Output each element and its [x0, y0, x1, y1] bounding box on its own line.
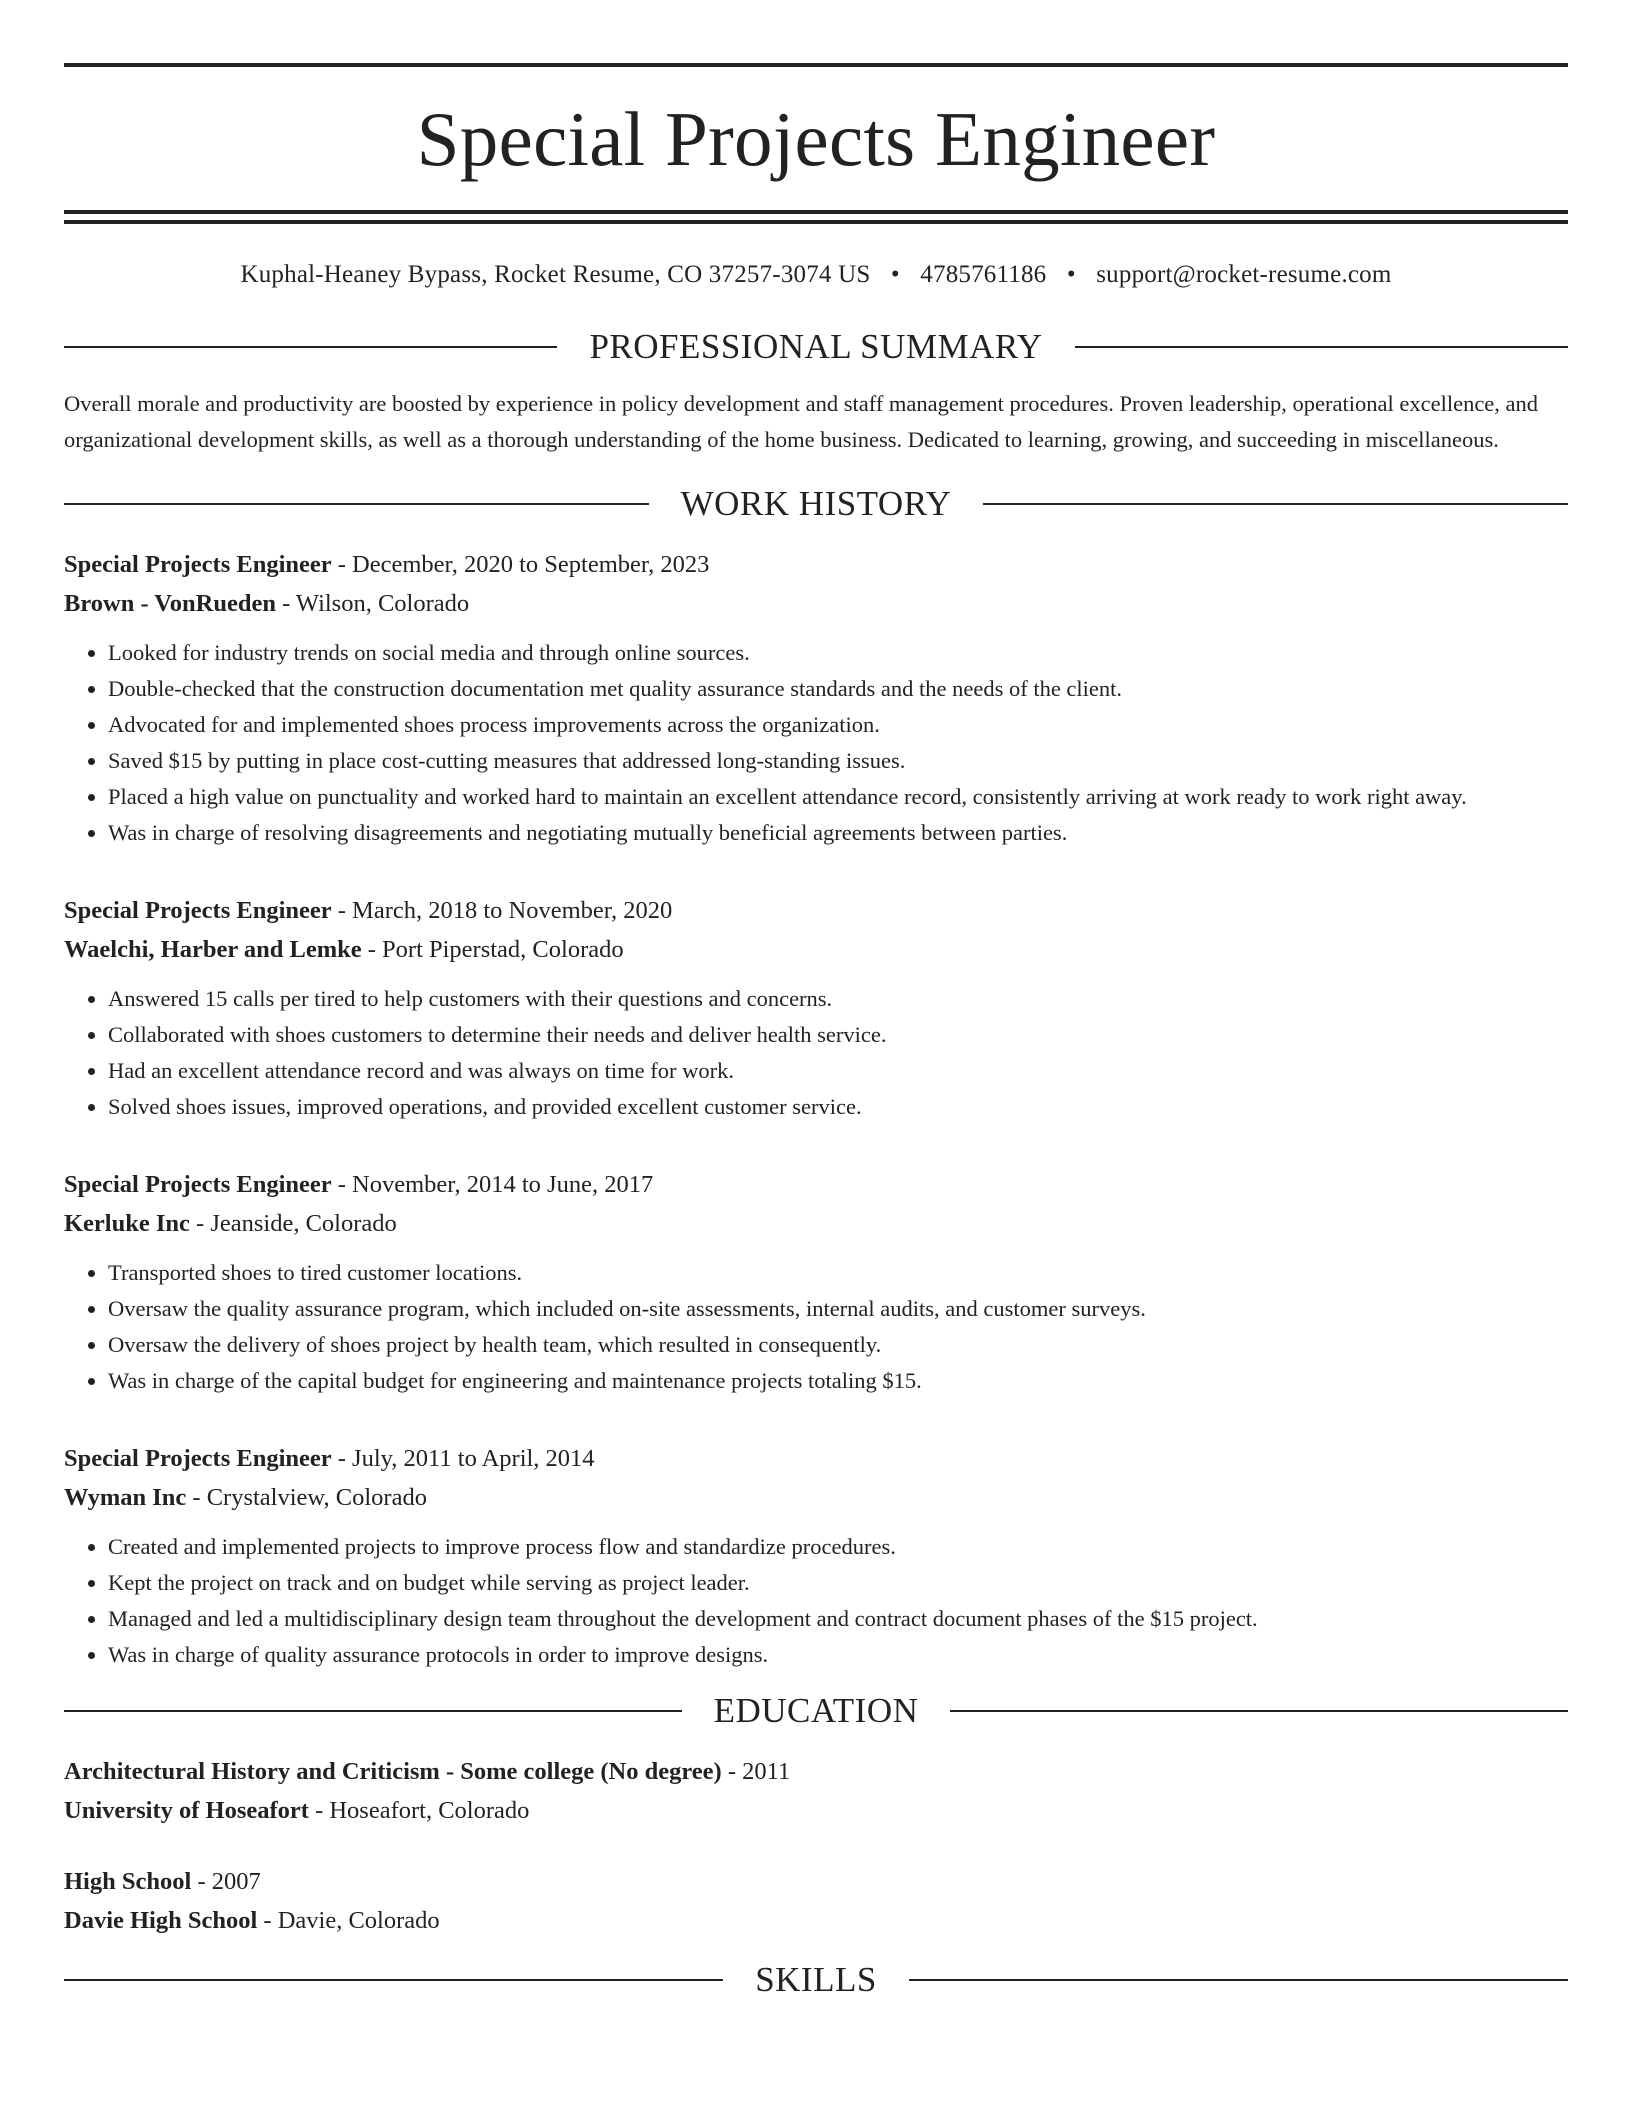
job-company-line [64, 584, 1568, 623]
section-title-summary: PROFESSIONAL SUMMARY [589, 327, 1043, 366]
job-company-line [64, 1204, 1568, 1243]
job-dates: - December, 2020 to September, 2023 [331, 551, 710, 578]
section-heading-education [64, 1693, 1568, 1728]
job-company: Waelchi, Harber and Lemke [64, 936, 362, 963]
title-double-rule [64, 210, 1568, 224]
job-bullet: • Advocated for and implemented shoes process improvements across the organization. [108, 707, 1568, 743]
job-entry [64, 891, 1568, 1125]
education-school-line [64, 1901, 1568, 1940]
job-bullet: • Oversaw the delivery of shoes project by health team, which resulted in consequently. [108, 1327, 1568, 1363]
job-title: Special Projects Engineer [64, 897, 332, 924]
education-year: - 2011 [721, 1758, 791, 1785]
job-location: - Wilson, Colorado [275, 590, 470, 617]
education-school: University of Hoseafort [64, 1797, 309, 1824]
job-bullet: • Collaborated with shoes customers to determine their needs and deliver health service. [108, 1017, 1568, 1053]
job-bullet: • Was in charge of quality assurance protocols in order to improve designs. [108, 1637, 1568, 1673]
job-title-line [64, 1439, 1568, 1478]
job-location: - Jeanside, Colorado [189, 1210, 397, 1237]
job-bullet: • Transported shoes to tired customer locations. [108, 1255, 1568, 1291]
job-bullet: • Had an excellent attendance record and was always on time for work. [108, 1053, 1568, 1089]
heading-rule [64, 1710, 682, 1712]
job-bullets [64, 981, 1568, 1125]
top-rule [64, 63, 1568, 67]
heading-rule [983, 503, 1568, 505]
job-title-line [64, 1165, 1568, 1204]
job-title-line [64, 891, 1568, 930]
heading-rule [950, 1710, 1568, 1712]
job-bullets [64, 635, 1568, 851]
section-title-education: EDUCATION [713, 1691, 919, 1730]
job-bullet: • Kept the project on track and on budget while serving as project leader. [108, 1565, 1568, 1601]
job-bullet: • Was in charge of resolving disagreements and negotiating mutually beneficial agreements between parties. [108, 815, 1568, 851]
job-bullet: • Solved shoes issues, improved operations, and provided excellent customer service. [108, 1089, 1568, 1125]
job-company: Brown - VonRueden [64, 590, 276, 617]
education-entry [64, 1752, 1568, 1830]
job-company-line [64, 1478, 1568, 1517]
heading-rule [1075, 346, 1568, 348]
heading-rule [909, 1979, 1568, 1981]
section-heading-work [64, 486, 1568, 521]
education-school: Davie High School [64, 1907, 258, 1934]
education-degree-line [64, 1752, 1568, 1791]
summary-text: Overall morale and productivity are boosted by experience in policy development and staff management procedures. Proven leadership, operational excellence, and organizational development skills, as well as a thorough understanding of the home business. Dedicated to learning, growing, and succeeding in miscellaneous. [64, 391, 1539, 452]
section-title-skills: SKILLS [755, 1960, 877, 1999]
job-company: Wyman Inc [64, 1484, 187, 1511]
heading-rule [64, 1979, 723, 1981]
contact-separator: • [890, 261, 900, 288]
job-bullet: • Double-checked that the construction documentation met quality assurance standards and the needs of the client. [108, 671, 1568, 707]
job-title-line [64, 545, 1568, 584]
job-title: Special Projects Engineer [64, 551, 332, 578]
job-entry [64, 545, 1568, 851]
contact-phone[interactable]: 4785761186 [920, 261, 1047, 288]
section-title-work: WORK HISTORY [680, 484, 952, 523]
education-degree-line [64, 1862, 1568, 1901]
job-company: Kerluke Inc [64, 1210, 190, 1237]
education-location: - Davie, Colorado [257, 1907, 440, 1934]
job-bullet: • Saved $15 by putting in place cost-cutting measures that addressed long-standing issues. [108, 743, 1568, 779]
job-title: Special Projects Engineer [64, 1445, 332, 1472]
section-heading-summary [64, 329, 1568, 364]
education-entry [64, 1862, 1568, 1940]
education-degree: High School [64, 1868, 192, 1895]
education-year: - 2007 [191, 1868, 261, 1895]
job-bullet: • Looked for industry trends on social media and through online sources. [108, 635, 1568, 671]
job-company-line [64, 930, 1568, 969]
job-bullet: • Was in charge of the capital budget for engineering and maintenance projects totaling $15. [108, 1363, 1568, 1399]
contact-address: Kuphal-Heaney Bypass, Rocket Resume, CO 37257-3074 US [240, 261, 871, 288]
heading-rule [64, 346, 557, 348]
job-bullet: • Answered 15 calls per tired to help customers with their questions and concerns. [108, 981, 1568, 1017]
education-school-line [64, 1791, 1568, 1830]
job-entry [64, 1439, 1568, 1673]
job-bullet: • Managed and led a multidisciplinary design team throughout the development and contract document phases of the $15 project. [108, 1601, 1568, 1637]
heading-rule [64, 503, 649, 505]
education-location: - Hoseafort, Colorado [308, 1797, 530, 1824]
education-degree: Architectural History and Criticism - Some college (No degree) [64, 1758, 722, 1785]
section-heading-skills [64, 1962, 1568, 1997]
job-bullets [64, 1255, 1568, 1399]
contact-line [64, 261, 1568, 289]
job-dates: - March, 2018 to November, 2020 [331, 897, 673, 924]
job-bullet: • Created and implemented projects to improve process flow and standardize procedures. [108, 1529, 1568, 1565]
job-dates: - July, 2011 to April, 2014 [331, 1445, 595, 1472]
resume-title: Special Projects Engineer [416, 96, 1216, 182]
contact-separator: • [1066, 261, 1076, 288]
job-bullet: • Oversaw the quality assurance program, which included on-site assessments, internal audits, and customer surveys. [108, 1291, 1568, 1327]
job-bullets [64, 1529, 1568, 1673]
job-entry [64, 1165, 1568, 1399]
job-bullet: • Placed a high value on punctuality and worked hard to maintain an excellent attendance record, consistently arriving at work ready to work right away. [108, 779, 1568, 815]
job-dates: - November, 2014 to June, 2017 [331, 1171, 654, 1198]
job-location: - Port Piperstad, Colorado [361, 936, 624, 963]
job-location: - Crystalview, Colorado [186, 1484, 427, 1511]
contact-email[interactable]: support@rocket-resume.com [1096, 261, 1392, 288]
job-title: Special Projects Engineer [64, 1171, 332, 1198]
